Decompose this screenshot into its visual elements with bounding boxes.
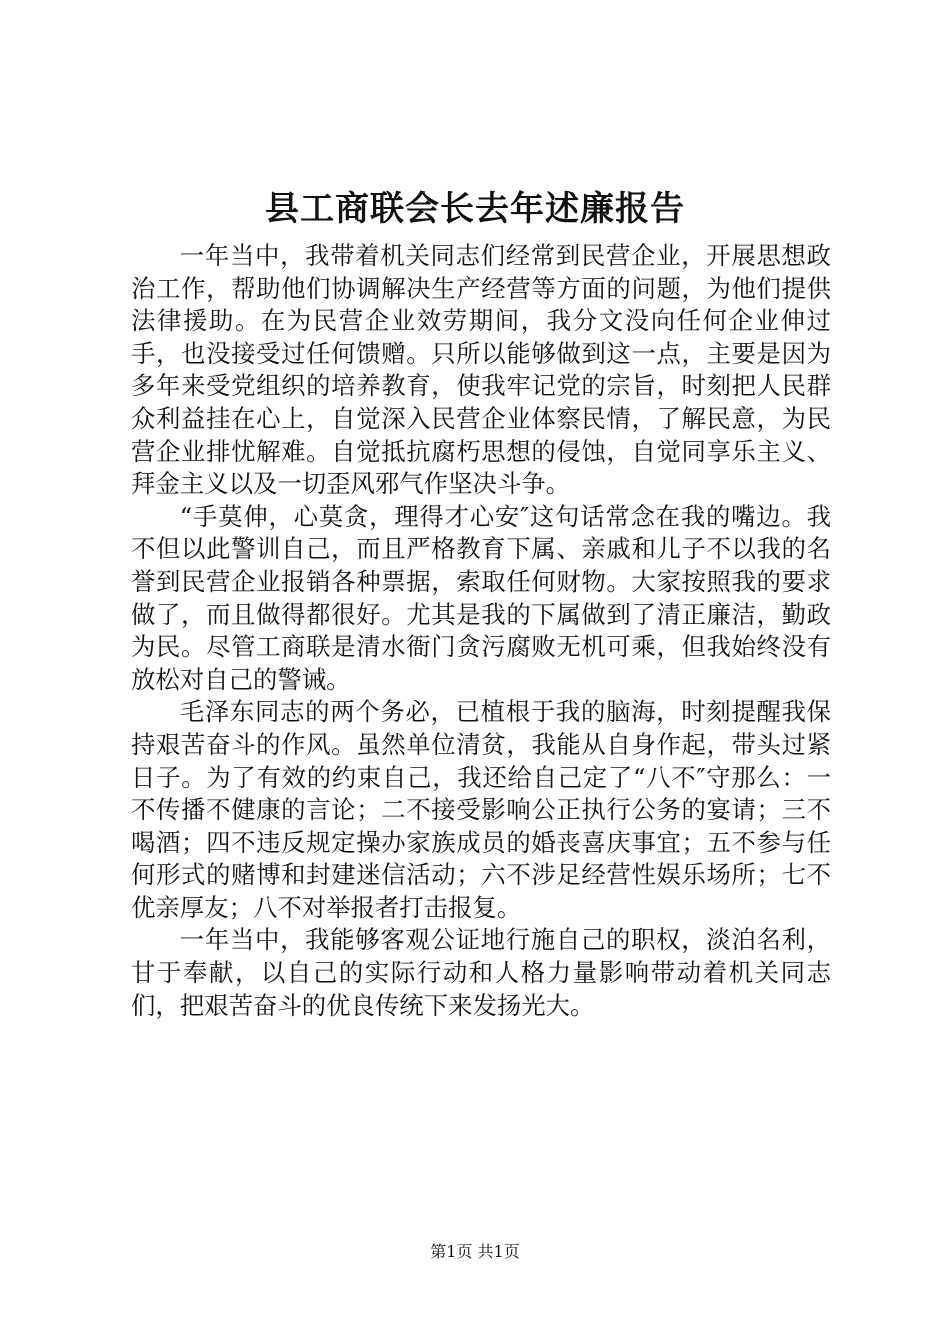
paragraph: 一年当中，我能够客观公证地行施自己的职权，淡泊名利，甘于奉献，以自己的实际行动和人格力量影响带动着机关同志们，把艰苦奋斗的优良传统下来发扬光大。 (131, 925, 831, 1020)
paragraph: 一年当中，我带着机关同志们经常到民营企业，开展思想政治工作，帮助他们协调解决生产经营等方面的问题，为他们提供法律援助。在为民营企业效劳期间，我分文没向任何企业伸过手，也没接受过任何馈赠。只所以能够做到这一点，主要是因为多年来受党组织的培养教育，使我牢记党的宗旨，时刻把人民群众利益挂在心上，自觉深入民营企业体察民情，了解民意，为民营企业排忧解难。自觉抵抗腐朽思想的侵蚀，自觉同享乐主义、拜金主义以及一切歪风邪气作坚决斗争。 (131, 241, 831, 499)
document-body (131, 240, 831, 1022)
document-title: 县工商联会长去年述廉报告 (265, 189, 685, 229)
paragraph: “手莫伸，心莫贪，理得才心安″这句话常念在我的嘴边。我不但以此警训自己，而且严格教育下属、亲戚和儿子不以我的名誉到民营企业报销各种票据，索取任何财物。大家按照我的要求做了，而且做得都很好。尤其是我的下属做到了清正廉洁，勤政为民。尽管工商联是清水衙门贪污腐败无机可乘，但我始终没有放松对自己的警诫。 (131, 501, 831, 694)
paragraph: 毛泽东同志的两个务必，已植根于我的脑海，时刻提醒我保持艰苦奋斗的作风。虽然单位清贫，我能从自身作起，带头过紧日子。为了有效的约束自己，我还给自己定了“八不″守那么：一不传播不健康的言论；二不接受影响公正执行公务的宴请；三不喝酒；四不违反规定操办家族成员的婚丧喜庆事宜；五不参与任何形式的赌博和封建迷信活动；六不涉足经营性娱乐场所；七不优亲厚友；八不对举报者打击报复。 (131, 697, 831, 922)
page-footer: 第1页 共1页 (430, 1242, 520, 1261)
